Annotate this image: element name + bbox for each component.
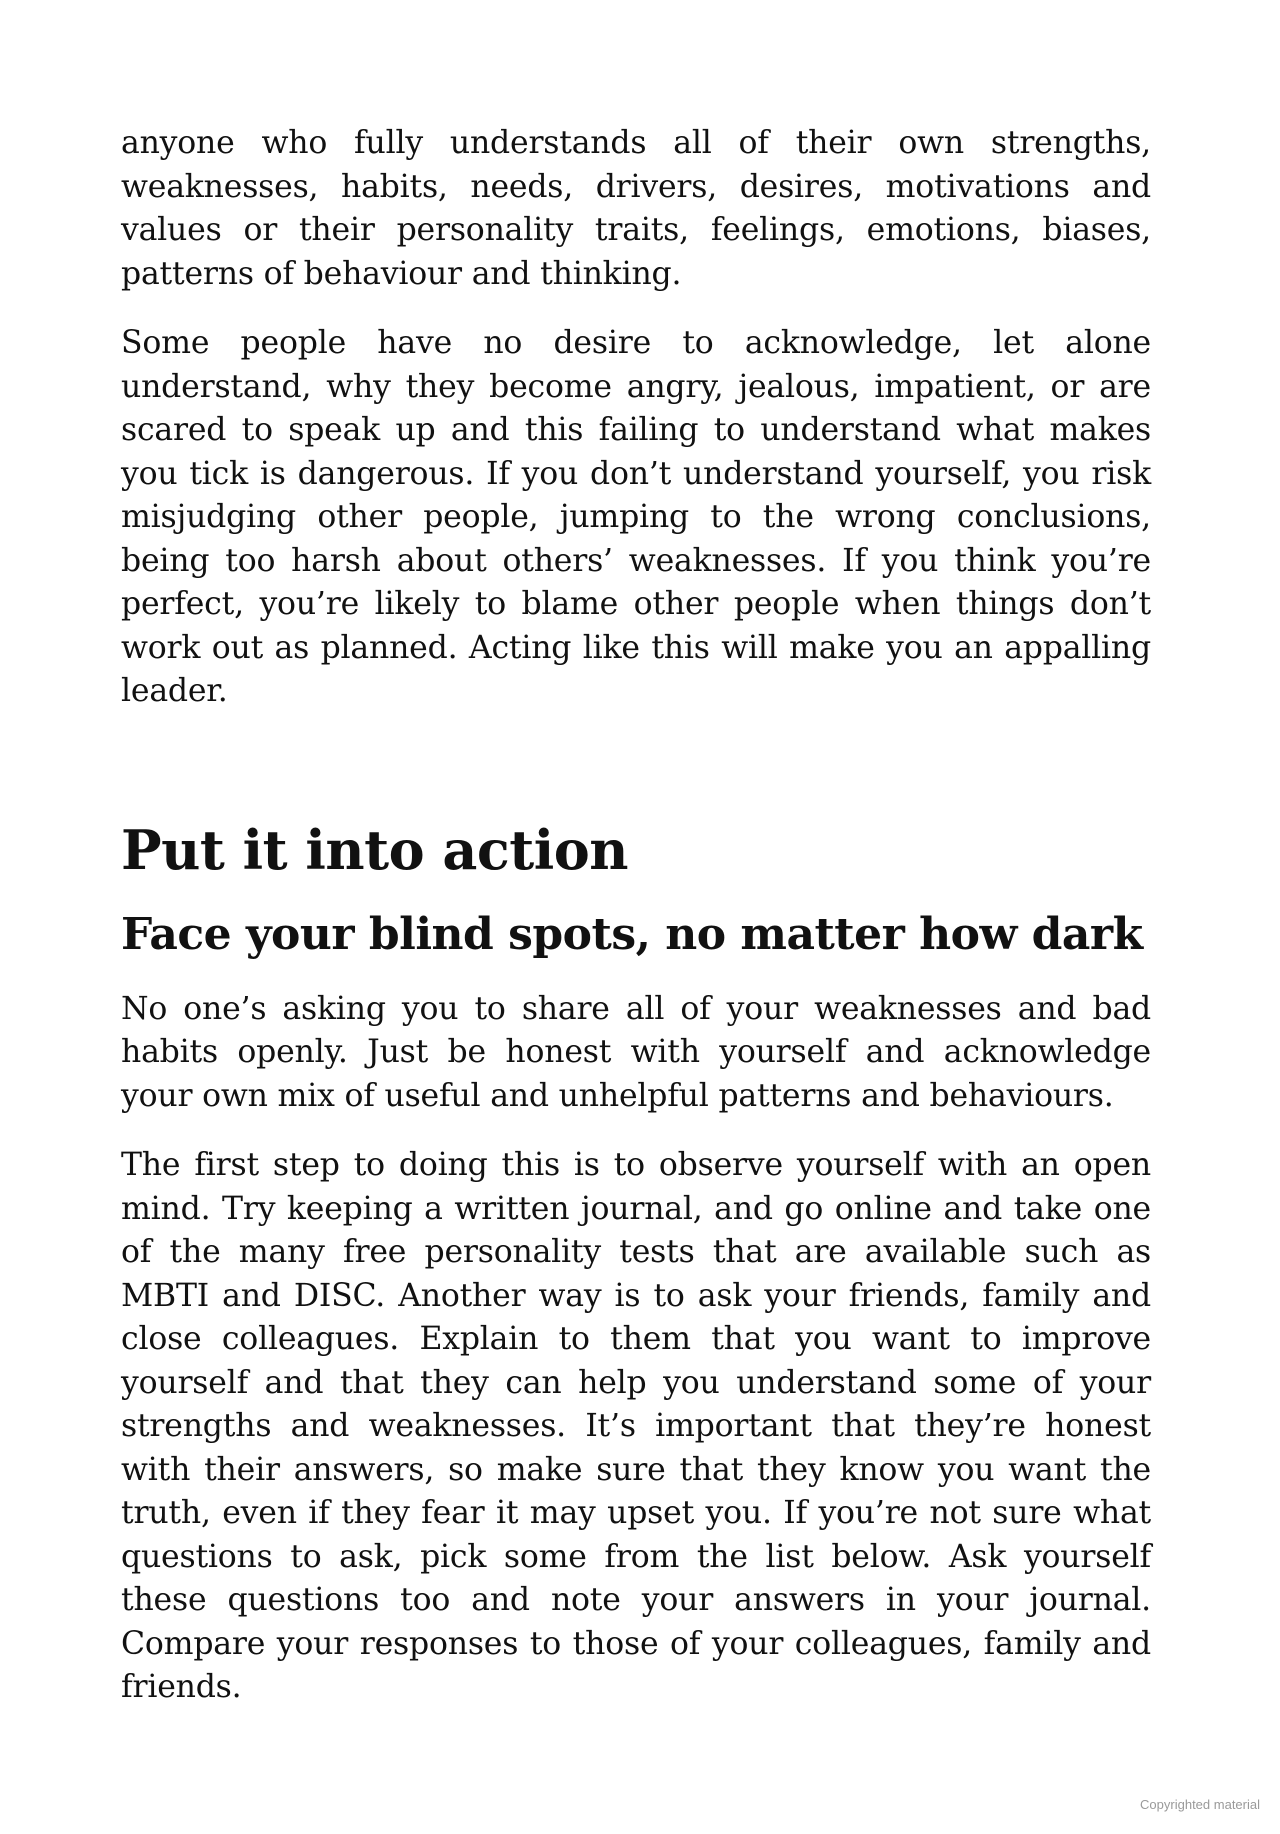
body-paragraph: The first step to doing this is to observe yourself with an open mind. Try keeping a written journal, and go online and take one of the many free personality tests that are available such as MBTI and DISC. Another way is to ask your friends, family and close colleagues. Explain to them that you want to improve yourself and that they can help you understand some of your strengths and weaknesses. It’s important that they’re honest with their answers, so make sure that they know you want the truth, even if they fear it may upset you. If you’re not sure what questions to ask, pick some from the list below. Ask yourself these questions too and note your answers in your journal. Compare your responses to those of your colleagues, family and friends. [121,1147,1151,1705]
section-heading: Put it into action [121,817,629,882]
copyright-watermark: Copyrighted material [1140,1797,1260,1812]
page-content [121,122,1151,1710]
section-subheading: Face your blind spots, no matter how dark [121,908,1143,960]
body-paragraph: No one’s asking you to share all of your weaknesses and bad habits openly. Just be honest with yourself and acknowledge your own mix of useful and unhelpful patterns and behaviours. [121,990,1151,1114]
body-paragraph: anyone who fully understands all of their own strengths, weaknesses, habits, needs, drivers, desires, motivations and values or their personality traits, feelings, emotions, biases, patterns of behaviour and thinking. [121,125,1151,292]
body-paragraph: Some people have no desire to acknowledge, let alone understand, why they become angry, jealous, impatient, or are scared to speak up and this failing to understand what makes you tick is dangerous. If you don’t understand yourself, you risk misjudging other people, jumping to the wrong conclusions, being too harsh about others’ weaknesses. If you think you’re perfect, you’re likely to blame other people when things don’t work out as planned. Acting like this will make you an appalling leader. [121,325,1151,709]
